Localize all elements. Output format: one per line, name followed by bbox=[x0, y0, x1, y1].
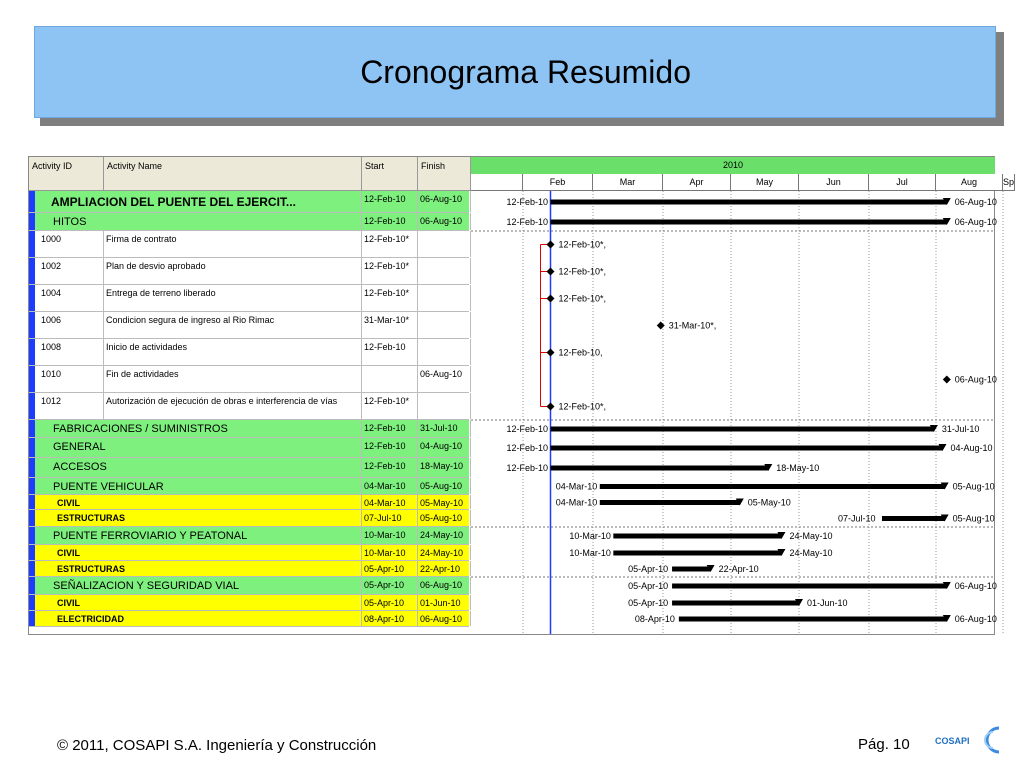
header-activity-id[interactable]: Activity ID bbox=[29, 157, 104, 191]
finish-cell: 06-Aug-10 bbox=[418, 611, 471, 626]
milestone-label: 12-Feb-10*, bbox=[558, 293, 607, 304]
wbs-level-marker bbox=[29, 258, 35, 284]
month-header: Feb bbox=[523, 174, 593, 191]
bar-end-label: 18-May-10 bbox=[776, 463, 820, 473]
logo-text: COSAPI bbox=[935, 736, 970, 746]
activity-name-cell: ESTRUCTURAS bbox=[29, 510, 362, 526]
start-cell bbox=[362, 366, 418, 392]
activity-row[interactable] bbox=[29, 366, 469, 393]
milestone-label: 12-Feb-10, bbox=[558, 347, 603, 358]
finish-cell: 05-Aug-10 bbox=[418, 478, 471, 494]
start-cell: 10-Mar-10 bbox=[362, 527, 418, 544]
activity-id-cell: 1012 bbox=[39, 393, 104, 419]
activity-id-cell: 1000 bbox=[39, 231, 104, 257]
activity-name-cell: Fin de actividades bbox=[104, 366, 362, 392]
activity-name-cell: ACCESOS bbox=[29, 458, 362, 477]
milestone-diamond bbox=[943, 376, 951, 384]
activity-row[interactable] bbox=[29, 545, 469, 561]
wbs-level-marker bbox=[29, 366, 35, 392]
bar-start-label: 05-Apr-10 bbox=[628, 564, 669, 574]
header-start[interactable]: Start bbox=[362, 157, 418, 191]
bar-start-label: 12-Feb-10 bbox=[506, 217, 549, 227]
bar-start-label: 12-Feb-10 bbox=[506, 443, 549, 453]
gantt-bar bbox=[679, 617, 947, 622]
bar-end-label: 31-Jul-10 bbox=[941, 424, 980, 434]
activity-row[interactable] bbox=[29, 510, 469, 527]
finish-cell bbox=[418, 285, 471, 311]
activity-name-cell: PUENTE VEHICULAR bbox=[29, 478, 362, 494]
activity-name-cell: SEÑALIZACION Y SEGURIDAD VIAL bbox=[29, 577, 362, 594]
activity-row[interactable] bbox=[29, 577, 469, 595]
month-header: Jul bbox=[869, 174, 936, 191]
start-cell: 04-Mar-10 bbox=[362, 495, 418, 509]
activity-name-cell: CIVIL bbox=[29, 495, 362, 509]
activity-id-cell: 1002 bbox=[39, 258, 104, 284]
month-header: Jun bbox=[799, 174, 869, 191]
bar-end-label: 22-Apr-10 bbox=[718, 564, 759, 574]
start-cell: 05-Apr-10 bbox=[362, 577, 418, 594]
bar-start-label: 10-Mar-10 bbox=[569, 548, 611, 558]
bar-start-label: 05-Apr-10 bbox=[628, 581, 669, 591]
gantt-bar bbox=[600, 500, 740, 505]
gantt-bar bbox=[613, 551, 781, 556]
wbs-level-marker bbox=[29, 312, 35, 338]
gantt-bar bbox=[551, 446, 943, 451]
gantt-bars-canvas bbox=[471, 191, 995, 634]
bar-end-label: 06-Aug-10 bbox=[954, 197, 997, 207]
bar-start-label: 08-Apr-10 bbox=[634, 614, 675, 624]
finish-cell: 24-May-10 bbox=[418, 545, 471, 560]
finish-cell: 06-Aug-10 bbox=[418, 213, 471, 230]
activity-row[interactable] bbox=[29, 478, 469, 495]
bar-start-label: 12-Feb-10 bbox=[506, 424, 549, 434]
page-number: Pág. 10 bbox=[858, 736, 910, 753]
finish-cell bbox=[418, 393, 471, 419]
activity-name-cell: Condicion segura de ingreso al Rio Rimac bbox=[104, 312, 362, 338]
finish-cell bbox=[418, 312, 471, 338]
start-cell: 12-Feb-10 bbox=[362, 339, 418, 365]
bar-start-label: 12-Feb-10 bbox=[506, 463, 549, 473]
activity-row[interactable] bbox=[29, 339, 469, 366]
gantt-bar bbox=[600, 484, 945, 489]
activity-row[interactable] bbox=[29, 458, 469, 478]
activity-name-cell: CIVIL bbox=[29, 545, 362, 560]
milestone-label: 12-Feb-10*, bbox=[558, 266, 607, 277]
gantt-panel bbox=[28, 156, 1015, 635]
gantt-bar bbox=[551, 200, 947, 205]
start-cell: 12-Feb-10* bbox=[362, 393, 418, 419]
month-header: Mar bbox=[593, 174, 663, 191]
cosapi-logo bbox=[935, 724, 1009, 756]
year-header: 2010 bbox=[471, 157, 995, 175]
activity-name-cell: Inicio de actividades bbox=[104, 339, 362, 365]
finish-cell: 06-Aug-10 bbox=[418, 366, 471, 392]
activity-row[interactable] bbox=[29, 231, 469, 258]
start-cell: 12-Feb-10 bbox=[362, 458, 418, 477]
finish-cell: 05-May-10 bbox=[418, 495, 471, 509]
activity-row[interactable] bbox=[29, 312, 469, 339]
activity-row[interactable] bbox=[29, 595, 469, 611]
finish-cell bbox=[418, 258, 471, 284]
start-cell: 10-Mar-10 bbox=[362, 545, 418, 560]
bar-end-label: 24-May-10 bbox=[789, 548, 833, 558]
header-activity-name[interactable]: Activity Name bbox=[104, 157, 362, 191]
start-cell: 05-Apr-10 bbox=[362, 595, 418, 610]
bar-end-label: 01-Jun-10 bbox=[807, 598, 848, 608]
bar-start-label: 10-Mar-10 bbox=[569, 531, 611, 541]
activity-name-cell: HITOS bbox=[29, 213, 362, 230]
activity-row[interactable] bbox=[29, 420, 469, 438]
title-banner bbox=[34, 26, 996, 118]
gantt-bar bbox=[613, 534, 781, 539]
start-cell: 12-Feb-10* bbox=[362, 285, 418, 311]
activity-name-cell: Plan de desvio aprobado bbox=[104, 258, 362, 284]
milestone-diamond bbox=[547, 349, 555, 357]
milestone-label: 31-Mar-10*, bbox=[668, 320, 717, 331]
activity-name-cell: ELECTRICIDAD bbox=[29, 611, 362, 626]
finish-cell: 06-Aug-10 bbox=[418, 191, 471, 212]
gantt-chart bbox=[471, 157, 1015, 634]
activity-id-cell: 1010 bbox=[39, 366, 104, 392]
finish-cell bbox=[418, 339, 471, 365]
bar-end-label: 05-Aug-10 bbox=[952, 481, 995, 492]
bar-end-label: 06-Aug-10 bbox=[954, 581, 997, 591]
activity-row[interactable] bbox=[29, 213, 469, 231]
milestone-diamond bbox=[547, 268, 555, 276]
gantt-bar bbox=[551, 427, 934, 432]
wbs-level-marker bbox=[29, 339, 35, 365]
activity-row[interactable] bbox=[29, 561, 469, 577]
start-cell: 12-Feb-10* bbox=[362, 231, 418, 257]
activity-row[interactable] bbox=[29, 258, 469, 285]
gantt-bar bbox=[551, 466, 769, 471]
start-cell: 12-Feb-10* bbox=[362, 258, 418, 284]
start-cell: 08-Apr-10 bbox=[362, 611, 418, 626]
activity-name-cell: Entrega de terreno liberado bbox=[104, 285, 362, 311]
activity-row[interactable] bbox=[29, 527, 469, 545]
activity-name-cell: Autorización de ejecución de obras e interferencia de vías bbox=[104, 393, 362, 419]
milestone-label: 12-Feb-10*, bbox=[558, 239, 607, 250]
start-cell: 12-Feb-10 bbox=[362, 191, 418, 212]
bar-end-label: 24-May-10 bbox=[789, 531, 833, 541]
activity-id-cell: 1008 bbox=[39, 339, 104, 365]
slide-title: Cronograma Resumido bbox=[360, 53, 691, 90]
milestone-diamond bbox=[547, 403, 555, 411]
bar-end-label: 05-May-10 bbox=[747, 497, 791, 508]
activity-row[interactable] bbox=[29, 285, 469, 312]
bar-start-label: 04-Mar-10 bbox=[555, 497, 598, 508]
gantt-bar bbox=[672, 584, 947, 589]
gantt-bar bbox=[672, 601, 799, 606]
month-header: Aug bbox=[936, 174, 1003, 191]
finish-cell: 04-Aug-10 bbox=[418, 438, 471, 457]
header-finish[interactable]: Finish bbox=[418, 157, 471, 191]
bar-end-label: 05-Aug-10 bbox=[952, 513, 995, 524]
start-cell: 05-Apr-10 bbox=[362, 561, 418, 576]
activity-id-cell: 1004 bbox=[39, 285, 104, 311]
finish-cell bbox=[418, 231, 471, 257]
gantt-bar bbox=[882, 516, 945, 521]
finish-cell: 06-Aug-10 bbox=[418, 577, 471, 594]
finish-cell: 31-Jul-10 bbox=[418, 420, 471, 437]
bar-start-label: 12-Feb-10 bbox=[506, 197, 549, 207]
start-cell: 31-Mar-10* bbox=[362, 312, 418, 338]
finish-cell: 22-Apr-10 bbox=[418, 561, 471, 576]
activity-name-cell: ESTRUCTURAS bbox=[29, 561, 362, 576]
finish-cell: 18-May-10 bbox=[418, 458, 471, 477]
bar-end-label: 06-Aug-10 bbox=[954, 217, 997, 227]
gantt-bar bbox=[672, 567, 711, 572]
activity-name-cell: Firma de contrato bbox=[104, 231, 362, 257]
finish-cell: 01-Jun-10 bbox=[418, 595, 471, 610]
month-header bbox=[471, 174, 523, 191]
milestone-diamond bbox=[657, 322, 665, 330]
activity-row[interactable] bbox=[29, 438, 469, 458]
bar-start-label: 04-Mar-10 bbox=[555, 481, 598, 492]
month-header: Sp bbox=[1003, 174, 1015, 191]
milestone-diamond bbox=[547, 241, 555, 249]
milestone-label: 06-Aug-10 bbox=[954, 374, 997, 385]
activity-name-cell: GENERAL bbox=[29, 438, 362, 457]
activity-name-cell: PUENTE FERROVIARIO Y PEATONAL bbox=[29, 527, 362, 544]
activity-id-cell: 1006 bbox=[39, 312, 104, 338]
wbs-level-marker bbox=[29, 231, 35, 257]
gantt-bar bbox=[551, 220, 947, 225]
bar-end-label: 06-Aug-10 bbox=[954, 614, 997, 624]
start-cell: 12-Feb-10 bbox=[362, 213, 418, 230]
activity-name-cell: FABRICACIONES / SUMINISTROS bbox=[29, 420, 362, 437]
start-cell: 12-Feb-10 bbox=[362, 438, 418, 457]
start-cell: 12-Feb-10 bbox=[362, 420, 418, 437]
milestone-diamond bbox=[547, 295, 555, 303]
wbs-level-marker bbox=[29, 393, 35, 419]
month-header: May bbox=[731, 174, 799, 191]
activity-row[interactable] bbox=[29, 191, 469, 213]
activity-name-cell: AMPLIACION DEL PUENTE DEL EJERCIT... bbox=[29, 191, 362, 212]
bar-end-label: 04-Aug-10 bbox=[950, 443, 993, 453]
finish-cell: 24-May-10 bbox=[418, 527, 471, 544]
bar-start-label: 07-Jul-10 bbox=[837, 513, 876, 524]
milestone-label: 12-Feb-10*, bbox=[558, 401, 607, 412]
start-cell: 07-Jul-10 bbox=[362, 510, 418, 526]
activity-row[interactable] bbox=[29, 393, 469, 420]
bar-start-label: 05-Apr-10 bbox=[628, 598, 669, 608]
activity-name-cell: CIVIL bbox=[29, 595, 362, 610]
activity-row[interactable] bbox=[29, 495, 469, 510]
footer-copyright: © 2011, COSAPI S.A. Ingeniería y Construcción bbox=[57, 737, 377, 754]
month-header: Apr bbox=[663, 174, 731, 191]
start-cell: 04-Mar-10 bbox=[362, 478, 418, 494]
wbs-level-marker bbox=[29, 285, 35, 311]
finish-cell: 05-Aug-10 bbox=[418, 510, 471, 526]
activity-row[interactable] bbox=[29, 611, 469, 627]
